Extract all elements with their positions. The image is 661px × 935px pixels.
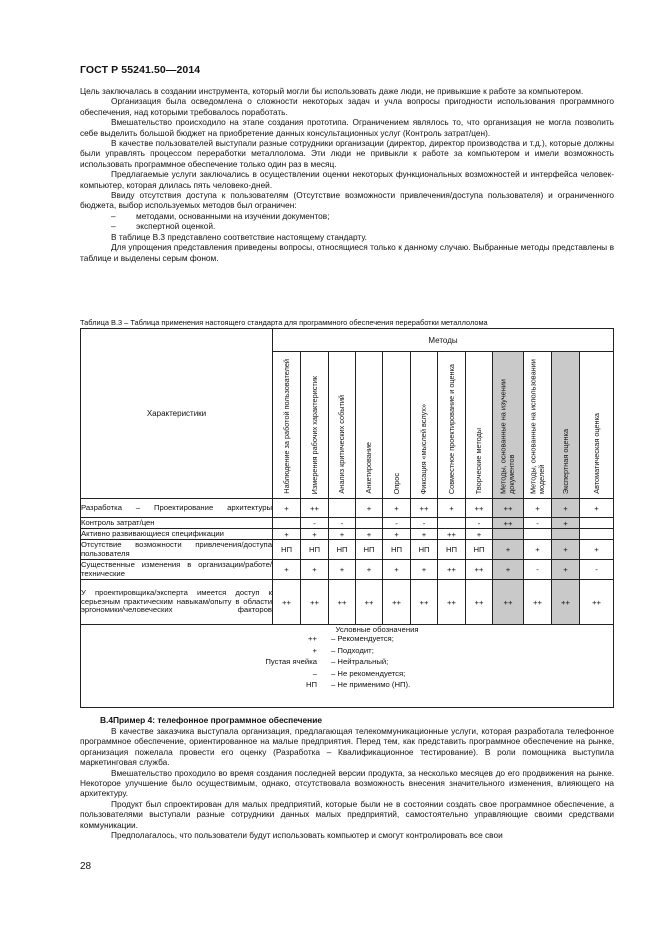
section-heading: В.4Пример 4: телефонное программное обеспечение bbox=[100, 715, 323, 725]
method-column-header bbox=[552, 352, 580, 499]
method-name: Анализ критических событий bbox=[336, 395, 346, 494]
intro-paragraph: Ввиду отсутствия доступа к пользователям (Отсутствие возможности привлечения/доступа пользователя) и ограниченного бюджета, выбор используемых методов был ограничен: bbox=[80, 190, 614, 211]
method-column-header bbox=[301, 352, 329, 499]
rating-cell: + bbox=[524, 540, 552, 560]
rating-cell: ++ bbox=[356, 580, 383, 625]
legend-symbol: НП bbox=[305, 680, 318, 689]
table-caption: Таблица В.3 – Таблица применения настоящего стандарта для программного обеспечения переработки металлолома bbox=[80, 318, 488, 327]
list-item bbox=[80, 211, 614, 221]
rating-cell: + bbox=[524, 499, 552, 518]
rating-cell: ++ bbox=[493, 518, 524, 529]
list-dash: – bbox=[111, 221, 116, 232]
legend-description: – Подходит; bbox=[331, 645, 374, 655]
table-row bbox=[81, 540, 614, 560]
rating-cell: ++ bbox=[493, 580, 524, 625]
rating-cell: - bbox=[329, 518, 356, 529]
rating-cell: + bbox=[383, 560, 411, 580]
intro-paragraph: Организация была осведомлена о сложности некоторых задач и учла вопросы пригодности использования программного обеспечения, над которыми требовалось поработать. bbox=[80, 96, 614, 117]
method-name: Методы, основанные на использовании моделей bbox=[528, 359, 546, 494]
rating-cell: НП bbox=[356, 540, 383, 560]
row-characteristic: Разработка – Проектирование архитектуры bbox=[81, 499, 273, 518]
row-characteristic: У проектировщика/эксперта имеется доступ к серьезным практическим навыкам/опыту в области эргономики/человеческих факторов bbox=[81, 580, 273, 625]
rating-cell: + bbox=[552, 499, 580, 518]
rating-cell: ++ bbox=[438, 580, 466, 625]
method-column-header bbox=[580, 352, 614, 499]
method-column-header bbox=[411, 352, 438, 499]
rating-cell: НП bbox=[273, 540, 301, 560]
rating-cell: + bbox=[438, 499, 466, 518]
rating-cell bbox=[356, 518, 383, 529]
table-row bbox=[81, 580, 614, 625]
rating-cell: ++ bbox=[273, 580, 301, 625]
rating-cell: + bbox=[411, 529, 438, 540]
rating-cell: ++ bbox=[411, 580, 438, 625]
rating-cell: НП bbox=[329, 540, 356, 560]
legend-item bbox=[81, 634, 613, 646]
rating-cell: НП bbox=[383, 540, 411, 560]
legend-symbol: – bbox=[312, 668, 318, 678]
rating-cell: ++ bbox=[438, 560, 466, 580]
rating-cell: ++ bbox=[466, 499, 493, 518]
method-name: Автоматическая оценка bbox=[591, 413, 601, 494]
rating-cell bbox=[493, 529, 524, 540]
section-paragraph: Предполагалось, что пользователи будут использовать компьютер и смогут контролировать все свои bbox=[111, 830, 503, 841]
intro-paragraph: В таблице В.3 представлено соответствие настоящему стандарту. bbox=[111, 231, 367, 242]
characteristics-header: Характеристики bbox=[81, 329, 273, 499]
intro-paragraph: Предлагаемые услуги заключались в осуществлении оценки некоторых функциональных возможностей и интерфейса человек-компьютер, которая длилась пять человеко-дней. bbox=[80, 169, 614, 190]
rating-cell: ++ bbox=[383, 580, 411, 625]
row-characteristic: Отсутствие возможности привлечения/доступа пользователя bbox=[81, 539, 272, 558]
method-column-header bbox=[493, 352, 524, 499]
legend-items bbox=[81, 634, 613, 692]
legend-title: Условные обозначения bbox=[335, 625, 419, 634]
method-name: Методы, основанные на изучении документов bbox=[498, 379, 516, 494]
legend-symbol: ++ bbox=[308, 634, 318, 643]
rating-cell: + bbox=[383, 529, 411, 540]
rating-cell: + bbox=[356, 499, 383, 518]
rating-cell: + bbox=[273, 560, 301, 580]
rating-cell bbox=[552, 529, 580, 540]
list-item-text: экспертной оценкой. bbox=[136, 221, 216, 232]
rating-cell: + bbox=[552, 560, 580, 580]
intro-paragraph: Вмешательство происходило на этапе создания прототипа. Ограничением являлось то, что организация не могла позволить себе выделить большой бюджет на приобретение данных консультационных услуг (Контроль затрат/цен). bbox=[80, 117, 614, 138]
rating-cell: + bbox=[580, 540, 614, 560]
legend-row bbox=[81, 625, 614, 708]
rating-cell: + bbox=[301, 560, 329, 580]
rating-cell: - bbox=[411, 518, 438, 529]
rating-cell: ++ bbox=[466, 580, 493, 625]
list-item-text: методами, основанными на изучении документов; bbox=[136, 210, 330, 221]
rating-cell: ++ bbox=[552, 580, 580, 625]
legend-item bbox=[81, 657, 613, 669]
method-name: Экспертная оценка bbox=[560, 428, 570, 494]
rating-cell: ++ bbox=[301, 580, 329, 625]
methods-table bbox=[80, 328, 614, 708]
rating-cell bbox=[329, 499, 356, 518]
row-characteristic: Контроль затрат/цен bbox=[81, 518, 273, 529]
method-column-header bbox=[466, 352, 493, 499]
rating-cell: ++ bbox=[411, 499, 438, 518]
method-column-header bbox=[383, 352, 411, 499]
table-body bbox=[81, 499, 614, 625]
row-characteristic: Активно развивающиеся спецификации bbox=[81, 529, 273, 540]
rating-cell: - bbox=[524, 560, 552, 580]
method-name: Анкетирование bbox=[363, 442, 373, 494]
rating-cell: + bbox=[329, 529, 356, 540]
rating-cell: + bbox=[552, 540, 580, 560]
rating-cell: + bbox=[466, 529, 493, 540]
rating-cell: - bbox=[580, 560, 614, 580]
method-name: Творческие методы bbox=[473, 427, 483, 494]
method-column-header bbox=[273, 352, 301, 499]
rating-cell: - bbox=[524, 518, 552, 529]
rating-cell: ++ bbox=[580, 580, 614, 625]
rating-cell: + bbox=[580, 499, 614, 518]
method-name: Фиксация «мыслей вслух» bbox=[418, 403, 428, 494]
rating-cell bbox=[438, 518, 466, 529]
section-paragraph: В качестве заказчика выступала организация, предлагающая телекоммуникационные услуги, которая разработала телефонное программное обеспечение, ориентированное на малые предприятия. Перед тем, как представить программное обеспечение на рынке, организация пожелала провести его оценку (Разработка – Квалификационное тестирование). В роли помощника выступила маркетинговая служба. bbox=[80, 726, 614, 768]
rating-cell: ++ bbox=[329, 580, 356, 625]
table-row bbox=[81, 518, 614, 529]
rating-cell: ++ bbox=[301, 499, 329, 518]
method-name: Совместное проектирование и оценка bbox=[446, 363, 456, 494]
legend-item bbox=[81, 680, 613, 692]
rating-cell: - bbox=[383, 518, 411, 529]
method-column-header bbox=[524, 352, 552, 499]
legend-description: – Рекомендуется; bbox=[331, 634, 394, 643]
legend-description: – Не применимо (НП). bbox=[331, 680, 411, 689]
legend-item bbox=[81, 646, 613, 658]
rating-cell: + bbox=[273, 499, 301, 518]
intro-paragraph: Для упрощения представления приведены вопросы, относящиеся только к данному случаю. Выбранные методы представлены в таблице и выделены серым фоном. bbox=[80, 242, 614, 263]
rating-cell: - bbox=[466, 518, 493, 529]
list-dash: – bbox=[111, 210, 116, 221]
legend-symbol: + bbox=[312, 645, 318, 655]
rating-cell: + bbox=[301, 529, 329, 540]
table-row bbox=[81, 529, 614, 540]
legend-item bbox=[81, 669, 613, 681]
rating-cell: - bbox=[301, 518, 329, 529]
intro-paragraph: Цель заключалась в создании инструмента, который могли бы использовать даже люди, не привыкшие к работе за компьютером. bbox=[80, 86, 584, 96]
rating-cell: + bbox=[493, 560, 524, 580]
legend bbox=[81, 625, 614, 708]
method-column-header bbox=[438, 352, 466, 499]
rating-cell: НП bbox=[301, 540, 329, 560]
rating-cell bbox=[524, 529, 552, 540]
section-paragraph: Продукт был спроектирован для малых предприятий, которые были не в состоянии создать свое программное обеспечение, а пользователями выступали разные сотрудники данных малых предприятий, самостоятельно управляющие своими средствами коммуникации. bbox=[80, 798, 614, 830]
rating-cell bbox=[580, 529, 614, 540]
method-name: Измерения рабочих характеристик bbox=[309, 375, 319, 494]
rating-cell: + bbox=[329, 560, 356, 580]
rating-cell: НП bbox=[438, 540, 466, 560]
rating-cell: + bbox=[356, 560, 383, 580]
rating-cell: + bbox=[493, 540, 524, 560]
method-name: Наблюдение за работой пользователей bbox=[281, 359, 291, 494]
rating-cell: + bbox=[383, 499, 411, 518]
legend-symbol: Пустая ячейка bbox=[265, 657, 318, 666]
rating-cell: ++ bbox=[524, 580, 552, 625]
rating-cell: НП bbox=[466, 540, 493, 560]
rating-cell: + bbox=[273, 529, 301, 540]
intro-text bbox=[80, 86, 614, 263]
rating-cell bbox=[580, 518, 614, 529]
rating-cell: НП bbox=[411, 540, 438, 560]
rating-cell: ++ bbox=[493, 499, 524, 518]
rating-cell bbox=[273, 518, 301, 529]
legend-description: – Нейтральный; bbox=[331, 657, 389, 666]
section-text bbox=[80, 715, 614, 840]
page-number: 28 bbox=[80, 861, 92, 872]
legend-description: – Не рекомендуется; bbox=[331, 668, 406, 678]
rating-cell: ++ bbox=[438, 529, 466, 540]
method-name: Опрос bbox=[391, 472, 401, 494]
methods-header: Методы bbox=[273, 329, 614, 352]
intro-paragraph: В качестве пользователей выступали разные сотрудники организации (директор, директор производства и т.д.), которые должны были управлять процессом переработки металлолома. Эти люди не привыкли к работе за компьютером и имели возможность использовать программное обеспечение только один раз в месяц. bbox=[80, 138, 614, 169]
methods-table-wrapper bbox=[80, 328, 613, 708]
method-column-header bbox=[329, 352, 356, 499]
table-row bbox=[81, 499, 614, 518]
row-characteristic: Существенные изменения в организации/работе/технические bbox=[81, 559, 272, 578]
table-row bbox=[81, 560, 614, 580]
rating-cell: ++ bbox=[466, 560, 493, 580]
rating-cell: + bbox=[552, 518, 580, 529]
rating-cell: + bbox=[411, 560, 438, 580]
method-column-header bbox=[356, 352, 383, 499]
list-item bbox=[80, 221, 614, 231]
rating-cell: + bbox=[356, 529, 383, 540]
standard-header: ГОСТ Р 55241.50—2014 bbox=[80, 64, 201, 76]
section-paragraph: Вмешательство проходило во время создания последней версии продукта, за несколько месяцев до его продвижения на рынке. Некоторое улучшение было осуществимым, однако, отсутствовала возможность внесения значительного изменения, влияющего на архитектуру. bbox=[80, 767, 614, 799]
